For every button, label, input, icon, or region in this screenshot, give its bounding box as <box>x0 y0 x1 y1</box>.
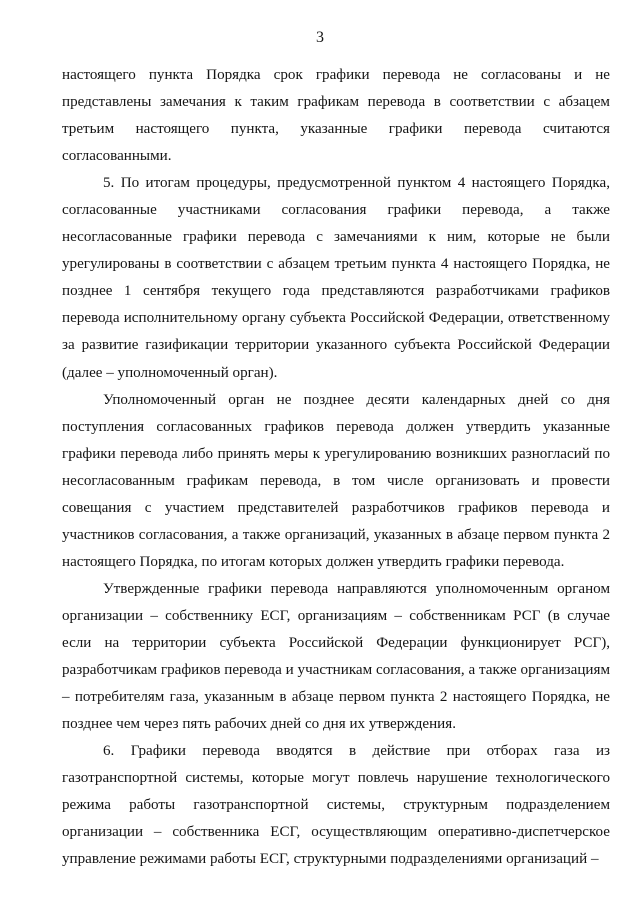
paragraph-5: 6. Графики перевода вводятся в действие при отборах газа из газотранспортной системы, которые могут повлечь нарушение технологического режима работы газотранспортной системы, структурным подразделением организации – собственника ЕСГ, осуществляющим оперативно-диспетчерское управление режимами работы ЕСГ, структурными подразделениями организаций – <box>62 743 610 868</box>
paragraph-3: Уполномоченный орган не позднее десяти календарных дней со дня поступления согласованных графиков перевода должен утвердить указанные графики перевода либо принять меры к урегулированию возникших разногласий по несогласованным графикам перевода, в том числе организовать и провести совещания с участием представителей разработчиков графиков перевода и участников согласования, а также организаций, указанных в абзаце первом пункта 2 настоящего Порядка, по итогам которых должен утвердить графики перевода. <box>62 391 610 570</box>
document-body <box>62 62 610 873</box>
paragraph-2: 5. По итогам процедуры, предусмотренной пунктом 4 настоящего Порядка, согласованные участниками согласования графики перевода, а также несогласованные графики перевода с замечаниями к ним, которые не были урегулированы в соответствии с абзацем третьим пункта 4 настоящего Порядка, не позднее 1 сентября текущего года представляются разработчиками графиков перевода исполнительному органу субъекта Российской Федерации, ответственному за развитие газификации территории указанного субъекта Российской Федерации (далее – уполномоченный орган). <box>62 175 610 381</box>
page-number: 3 <box>316 29 324 46</box>
paragraph-1: настоящего пункта Порядка срок графики перевода не согласованы и не представлены замечания к таким графикам перевода в соответствии с абзацем третьим настоящего пункта, указанные графики перевода считаются согласованными. <box>62 67 610 165</box>
paragraph-4: Утвержденные графики перевода направляются уполномоченным органом организации – собственнику ЕСГ, организациям – собственникам РСГ (в случае если на территории субъекта Российской Федерации функционирует РСГ), разработчикам графиков перевода и участникам согласования, а также организациям – потребителям газа, указанным в абзаце первом пункта 2 настоящего Порядка, не позднее чем через пять рабочих дней со дня их утверждения. <box>62 580 610 733</box>
